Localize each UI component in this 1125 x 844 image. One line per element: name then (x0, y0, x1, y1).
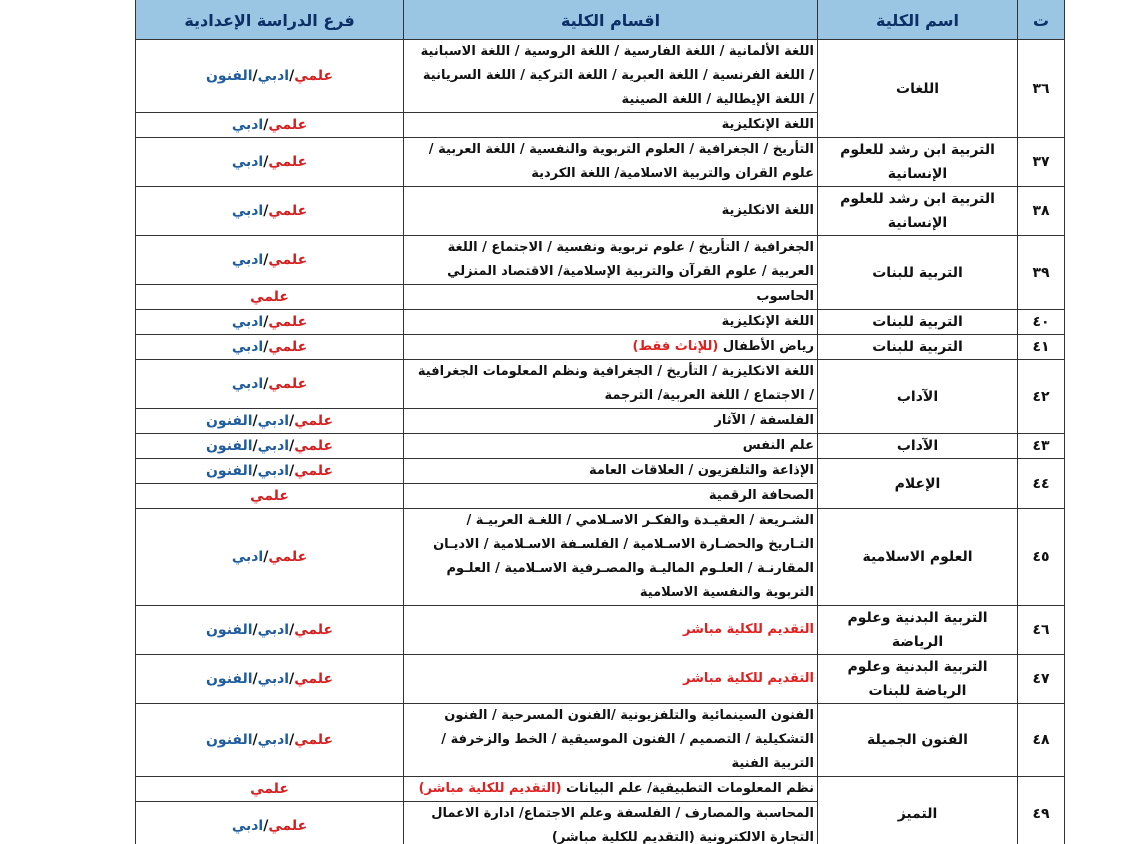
department-text: الفنون السينمائية والتلفزيونية /الفنون المسرحية / الفنون (444, 708, 814, 723)
department-text: / اللغة الإيطالية / اللغة الصينية (621, 92, 814, 107)
branch-label: علمي (294, 622, 334, 638)
department-line (407, 409, 814, 433)
department-line (407, 310, 814, 334)
department-text: اللغة الانكليزية / التأريخ / الجغرافية ونظم المعلومات الجغرافية (417, 364, 814, 379)
table-row (136, 606, 1065, 655)
row-number: ٤٣ (1018, 434, 1065, 459)
branch-cell (136, 113, 404, 138)
department-text: علوم القران والتربية الاسلامية/ اللغة الكردية (531, 166, 814, 181)
department-line (407, 826, 814, 844)
branch-cell (136, 484, 404, 509)
row-number: ٤٩ (1018, 777, 1065, 844)
departments-cell (404, 484, 818, 509)
branch-separator: / (263, 376, 269, 392)
branch-separator: / (289, 68, 295, 84)
department-text: التجارة الالكترونية (التقديم للكلية مباشر) (551, 830, 814, 844)
row-number: ٤٠ (1018, 310, 1065, 335)
header-num: ت (1018, 0, 1065, 40)
table-row (136, 335, 1065, 360)
branch-label: الفنون (205, 732, 253, 748)
table-row (136, 187, 1065, 236)
branch-label: الفنون (205, 463, 253, 479)
branch-cell (136, 187, 404, 236)
branch-label: علمي (294, 68, 334, 84)
department-line (407, 777, 814, 801)
department-line (407, 199, 814, 223)
branch-cell (136, 777, 404, 802)
branch-label: علمي (268, 549, 308, 565)
branch-label: علمي (250, 488, 289, 504)
branch-separator: / (252, 671, 258, 687)
row-number: ٤١ (1018, 335, 1065, 360)
branch-cell (136, 655, 404, 704)
department-text: التربوية والنفسية الاسلامية (639, 585, 814, 600)
college-name: التربية للبنات (818, 236, 1018, 310)
branch-label: علمي (268, 203, 308, 219)
branch-cell (136, 285, 404, 310)
department-text: اللغة الألمانية / اللغة الفارسية / اللغة الروسية / اللغة الاسبانية (420, 44, 814, 59)
colleges-table (135, 0, 1065, 844)
departments-cell (404, 434, 818, 459)
branch-cell (136, 509, 404, 606)
branch-separator: / (289, 413, 295, 429)
department-text: اللغة الانكليزية (721, 203, 814, 218)
department-text: اللغة الإنكليزية (721, 314, 814, 329)
department-text: الحاسوب (756, 289, 814, 304)
department-line (407, 236, 814, 260)
branch-separator: / (289, 622, 295, 638)
department-line (407, 459, 814, 483)
departments-cell (404, 360, 818, 409)
college-name: التربية ابن رشد للعلوم الإنسانية (818, 187, 1018, 236)
branch-label: علمي (250, 289, 289, 305)
branch-label: ادبي (257, 622, 290, 638)
departments-cell (404, 187, 818, 236)
branch-label: علمي (294, 732, 334, 748)
branch-label: علمي (294, 413, 334, 429)
branch-label: علمي (294, 438, 334, 454)
branch-separator: / (252, 413, 258, 429)
table-row (136, 360, 1065, 409)
branch-label: ادبي (231, 376, 264, 392)
branch-cell (136, 310, 404, 335)
branch-separator: / (252, 732, 258, 748)
row-number: ٣٧ (1018, 138, 1065, 187)
departments-cell (404, 113, 818, 138)
direct-apply-note: التقديم للكلية مباشر (683, 622, 814, 637)
table-row (136, 509, 1065, 606)
branch-label: ادبي (257, 732, 290, 748)
branch-label: ادبي (231, 154, 264, 170)
branch-separator: / (263, 818, 269, 834)
branch-separator: / (252, 622, 258, 638)
department-line (407, 138, 814, 162)
branch-cell (136, 138, 404, 187)
department-line (407, 162, 814, 186)
header-branch: فرع الدراسة الإعدادية (136, 0, 404, 40)
branch-separator: / (289, 732, 295, 748)
branch-cell (136, 409, 404, 434)
branch-cell (136, 606, 404, 655)
branch-label: الفنون (205, 622, 253, 638)
department-text: نظم المعلومات التطبيقية/ علم البيانات (561, 781, 814, 796)
direct-apply-note: (التقديم للكلية مباشر) (418, 781, 562, 796)
department-line (407, 802, 814, 826)
row-number: ٣٦ (1018, 40, 1065, 138)
department-line (407, 88, 814, 112)
branch-cell (136, 236, 404, 285)
branch-separator: / (289, 438, 295, 454)
row-number: ٤٥ (1018, 509, 1065, 606)
table-row (136, 310, 1065, 335)
branch-separator: / (289, 463, 295, 479)
college-name: الفنون الجميلة (818, 704, 1018, 777)
department-text: المقارنـة / العلـوم الماليـة والمصـرفية الاسـلامية / العلـوم (446, 561, 814, 576)
table-row (136, 655, 1065, 704)
branch-label: ادبي (257, 413, 290, 429)
department-text: الشـريعة / العقيـدة والفكـر الاسـلامي / اللغـة العربيـة / (466, 513, 814, 528)
branch-label: ادبي (231, 549, 264, 565)
department-text: علم النفس (742, 438, 814, 453)
branch-label: علمي (268, 154, 308, 170)
department-line (407, 64, 814, 88)
department-line (407, 581, 814, 605)
branch-label: الفنون (205, 671, 253, 687)
college-name: الآداب (818, 434, 1018, 459)
branch-label: علمي (268, 117, 308, 133)
departments-cell (404, 40, 818, 113)
department-text: اللغة الإنكليزية (721, 117, 814, 132)
department-text: الإذاعة والتلفزيون / العلاقات العامة (589, 463, 814, 478)
department-line (407, 557, 814, 581)
departments-cell (404, 459, 818, 484)
department-text: التـاريخ والحضـارة الاسـلامية / الفلسـفة الاسـلامية / الاديـان (433, 537, 814, 552)
department-line (407, 728, 814, 752)
branch-label: علمي (268, 252, 308, 268)
department-line (407, 384, 814, 408)
table-row (136, 434, 1065, 459)
department-line (407, 533, 814, 557)
branch-label: ادبي (257, 463, 290, 479)
college-name: التربية ابن رشد للعلوم الإنسانية (818, 138, 1018, 187)
college-name: التربية البدنية وعلوم الرياضة للبنات (818, 655, 1018, 704)
branch-separator: / (263, 314, 269, 330)
table-body (136, 40, 1065, 844)
branch-label: علمي (268, 376, 308, 392)
departments-cell (404, 655, 818, 704)
row-number: ٤٨ (1018, 704, 1065, 777)
department-text: التأريخ / الجغرافية / العلوم التربوية والنفسية / اللغة العربية / (428, 142, 814, 157)
departments-cell (404, 236, 818, 285)
branch-label: ادبي (231, 252, 264, 268)
table-row (136, 236, 1065, 285)
branch-label: ادبي (231, 203, 264, 219)
branch-label: ادبي (231, 117, 264, 133)
row-number: ٣٨ (1018, 187, 1065, 236)
college-name: التربية البدنية وعلوم الرياضة (818, 606, 1018, 655)
row-number: ٤٤ (1018, 459, 1065, 509)
table-row (136, 459, 1065, 484)
branch-separator: / (263, 252, 269, 268)
branch-label: الفنون (205, 413, 253, 429)
branch-cell (136, 40, 404, 113)
department-line (407, 360, 814, 384)
header-departments: اقسام الكلية (404, 0, 818, 40)
department-text: الفلسفة / الآثار (714, 413, 814, 428)
departments-cell (404, 138, 818, 187)
branch-cell (136, 335, 404, 360)
branch-cell (136, 434, 404, 459)
branch-label: علمي (268, 818, 308, 834)
branch-label: ادبي (231, 314, 264, 330)
department-text: الجغرافية / التأريخ / علوم تربوية ونفسية / الاجتماع / اللغة (447, 240, 814, 255)
branch-separator: / (289, 671, 295, 687)
branch-cell (136, 459, 404, 484)
departments-cell (404, 777, 818, 802)
departments-cell (404, 509, 818, 606)
college-name: التربية للبنات (818, 335, 1018, 360)
departments-cell (404, 704, 818, 777)
branch-label: علمي (250, 781, 289, 797)
row-number: ٤٢ (1018, 360, 1065, 434)
department-line (407, 40, 814, 64)
departments-cell (404, 802, 818, 844)
branch-label: ادبي (257, 671, 290, 687)
branch-label: ادبي (257, 68, 290, 84)
department-text: التربية الفنية (731, 756, 814, 771)
departments-cell (404, 285, 818, 310)
branch-label: الفنون (205, 68, 253, 84)
department-text: / الاجتماع / اللغة العربية/ الترجمة (604, 388, 814, 403)
departments-cell (404, 606, 818, 655)
department-line (407, 335, 814, 359)
table-row (136, 40, 1065, 113)
table-row (136, 704, 1065, 777)
college-name: اللغات (818, 40, 1018, 138)
college-name: الإعلام (818, 459, 1018, 509)
branch-label: علمي (268, 339, 308, 355)
branch-label: ادبي (257, 438, 290, 454)
college-name: التربية للبنات (818, 310, 1018, 335)
department-text: التشكيلية / التصميم / الفنون الموسيقية / الخط والزخرفة / (441, 732, 814, 747)
direct-apply-note: (للإناث فقط) (632, 339, 719, 354)
branch-cell (136, 802, 404, 844)
departments-cell (404, 409, 818, 434)
branch-separator: / (263, 154, 269, 170)
department-line (407, 509, 814, 533)
department-line (407, 260, 814, 284)
department-line (407, 434, 814, 458)
department-text: العربية / علوم القرآن والتربية الإسلامية/ الاقتصاد المنزلي (447, 264, 814, 279)
department-line (407, 704, 814, 728)
branch-separator: / (252, 438, 258, 454)
branch-label: علمي (294, 671, 334, 687)
table-row (136, 777, 1065, 802)
branch-cell (136, 360, 404, 409)
department-line (407, 113, 814, 137)
direct-apply-note: التقديم للكلية مباشر (683, 671, 814, 686)
branch-label: علمي (294, 463, 334, 479)
branch-separator: / (263, 203, 269, 219)
college-name: العلوم الاسلامية (818, 509, 1018, 606)
row-number: ٣٩ (1018, 236, 1065, 310)
department-text: الصحافة الرقمية (708, 488, 814, 503)
college-name: التميز (818, 777, 1018, 844)
department-text: المحاسبة والمصارف / الفلسفة وعلم الاجتماع/ ادارة الاعمال (431, 806, 814, 821)
row-number: ٤٧ (1018, 655, 1065, 704)
branch-label: علمي (268, 314, 308, 330)
branch-separator: / (252, 68, 258, 84)
department-line (407, 285, 814, 309)
branch-label: ادبي (231, 818, 264, 834)
department-line (407, 484, 814, 508)
departments-cell (404, 310, 818, 335)
branch-separator: / (252, 463, 258, 479)
branch-separator: / (263, 117, 269, 133)
department-text: / اللغة الفرنسية / اللغة العبرية / اللغة التركية / اللغة السريانية (422, 68, 814, 83)
row-number: ٤٦ (1018, 606, 1065, 655)
branch-separator: / (263, 549, 269, 565)
header-college: اسم الكلية (818, 0, 1018, 40)
branch-separator: / (263, 339, 269, 355)
branch-cell (136, 704, 404, 777)
departments-cell (404, 335, 818, 360)
branch-label: الفنون (205, 438, 253, 454)
table-header-row (136, 0, 1065, 40)
department-text: رياض الأطفال (718, 339, 814, 354)
college-name: الآداب (818, 360, 1018, 434)
department-line (407, 752, 814, 776)
branch-label: ادبي (231, 339, 264, 355)
table-row (136, 138, 1065, 187)
